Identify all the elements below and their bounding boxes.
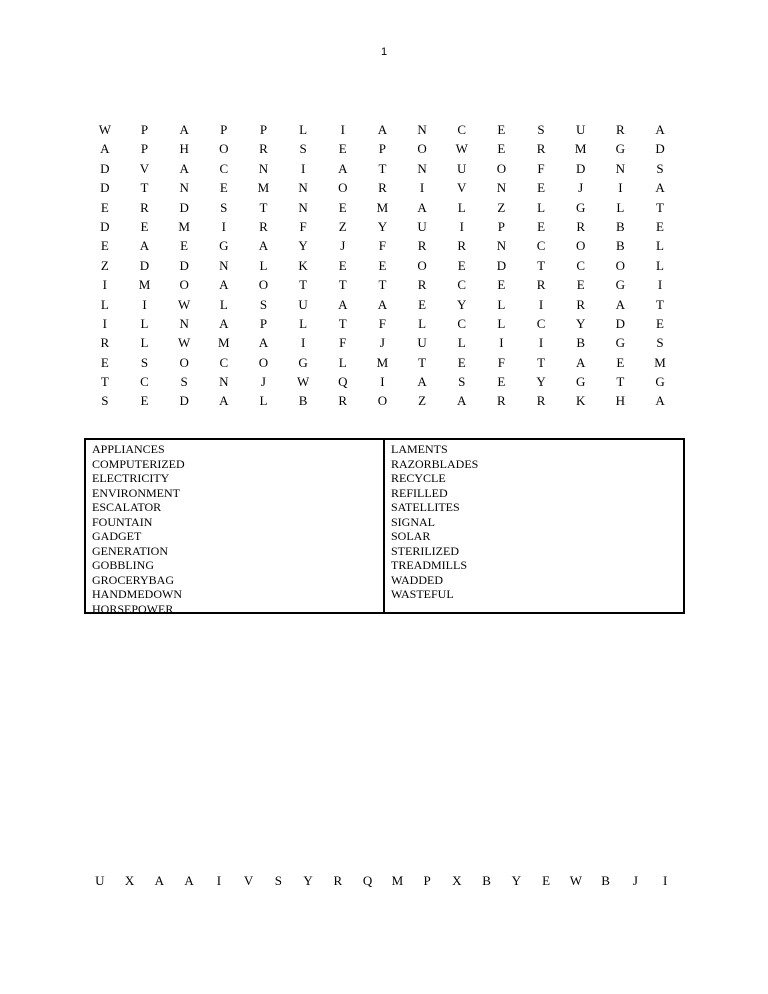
grid-cell: M xyxy=(376,199,389,215)
grid-cell: O xyxy=(615,257,626,273)
grid-cell: A xyxy=(179,160,189,176)
grid-cell: T xyxy=(378,277,387,293)
grid-cell: O xyxy=(417,257,427,273)
grid-cell: N xyxy=(179,315,189,331)
grid-cell: Z xyxy=(497,199,506,215)
grid-row xyxy=(85,120,680,139)
bottom-letter: M xyxy=(391,873,404,888)
grid-cell: E xyxy=(457,354,466,370)
grid-cell: N xyxy=(615,160,626,176)
grid-cell: G xyxy=(655,374,665,390)
word-list-item: RAZORBLADES xyxy=(391,456,479,471)
grid-cell: R xyxy=(576,218,586,234)
bottom-letter: X xyxy=(452,873,462,888)
word-list-item: ESCALATOR xyxy=(92,500,162,514)
grid-cell: D xyxy=(179,393,189,409)
grid-cell: H xyxy=(179,141,189,157)
word-list-item: HORSEPOWER xyxy=(92,601,174,616)
grid-cell: D xyxy=(179,199,189,215)
grid-cell: E xyxy=(576,277,585,293)
grid-cell: R xyxy=(100,335,110,351)
grid-cell: M xyxy=(178,218,190,234)
grid-cell: S xyxy=(101,393,109,409)
grid-cell: P xyxy=(220,122,228,137)
grid-cell: W xyxy=(178,335,191,351)
word-list-item: TREADMILLS xyxy=(391,558,467,572)
grid-cell: P xyxy=(259,315,268,331)
grid-cell: I xyxy=(221,218,226,234)
grid-cell: L xyxy=(497,315,506,331)
grid-cell: C xyxy=(457,277,467,293)
grid-cell: E xyxy=(656,218,664,234)
grid-cell: F xyxy=(378,238,387,254)
grid-cell: E xyxy=(378,257,387,273)
grid-cell: N xyxy=(417,122,427,137)
grid-cell: A xyxy=(417,199,427,215)
grid-cell: I xyxy=(300,160,306,176)
grid-cell: L xyxy=(140,315,149,331)
grid-cell: B xyxy=(576,335,586,351)
grid-cell: O xyxy=(377,393,388,409)
grid-cell: A xyxy=(576,354,586,370)
bottom-letter: I xyxy=(216,873,222,888)
grid-cell: G xyxy=(615,141,626,157)
grid-cell: S xyxy=(656,335,664,351)
grid-row xyxy=(85,256,680,275)
grid-cell: L xyxy=(418,315,427,331)
grid-cell: I xyxy=(657,277,663,293)
grid-cell: U xyxy=(576,122,586,137)
word-list-item: GENERATION xyxy=(92,543,168,558)
grid-cell: A xyxy=(139,238,150,254)
grid-cell: V xyxy=(139,160,150,176)
grid-cell: S xyxy=(656,160,664,176)
word-list-item: COMPUTERIZED xyxy=(92,456,185,471)
grid-cell: I xyxy=(340,122,345,137)
grid-cell: D xyxy=(576,160,586,176)
grid-cell: O xyxy=(496,160,507,176)
grid-row xyxy=(85,353,680,372)
grid-cell: S xyxy=(458,374,466,390)
grid-cell: Y xyxy=(576,315,586,331)
grid-cell: I xyxy=(419,180,425,196)
grid-cell: R xyxy=(259,141,268,157)
grid-cell: O xyxy=(258,354,269,370)
grid-cell: R xyxy=(140,199,149,215)
grid-cell: N xyxy=(298,199,308,215)
grid-cell: E xyxy=(497,277,506,293)
grid-cell: J xyxy=(578,180,584,196)
grid-cell: A xyxy=(219,393,229,409)
grid-cell: A xyxy=(417,374,427,390)
grid-cell: I xyxy=(102,277,107,293)
grid-row xyxy=(85,236,680,255)
grid-cell: N xyxy=(219,374,229,390)
grid-cell: R xyxy=(536,393,546,409)
grid-cell: E xyxy=(537,218,546,234)
grid-cell: M xyxy=(376,354,389,370)
grid-cell: E xyxy=(100,238,109,254)
bottom-letter: W xyxy=(569,873,583,888)
grid-cell: W xyxy=(98,122,111,137)
grid-cell: O xyxy=(258,277,269,293)
grid-cell: P xyxy=(259,122,268,137)
grid-cell: C xyxy=(457,122,467,137)
grid-row xyxy=(85,139,680,158)
grid-cell: J xyxy=(340,238,346,254)
grid-cell: R xyxy=(378,180,387,196)
grid-cell: T xyxy=(656,199,664,215)
grid-row xyxy=(85,333,680,352)
bottom-letter: A xyxy=(184,873,194,888)
grid-cell: L xyxy=(219,296,228,312)
grid-cell: D xyxy=(100,218,110,234)
grid-cell: E xyxy=(537,180,546,196)
grid-cell: E xyxy=(497,374,506,390)
letter-grid xyxy=(85,120,680,411)
grid-cell: L xyxy=(299,315,308,331)
grid-cell: R xyxy=(576,296,586,312)
grid-cell: M xyxy=(257,180,270,196)
grid-cell: A xyxy=(219,315,229,331)
grid-cell: M xyxy=(138,277,151,293)
grid-cell: L xyxy=(537,199,546,215)
grid-cell: K xyxy=(576,393,586,409)
grid-cell: I xyxy=(459,218,464,234)
bottom-letter: Y xyxy=(303,873,313,888)
grid-cell: R xyxy=(536,277,546,293)
grid-cell: L xyxy=(259,393,268,409)
word-list-item: ELECTRICITY xyxy=(92,471,170,485)
grid-cell: G xyxy=(576,199,586,215)
grid-cell: E xyxy=(338,257,347,273)
grid-cell: R xyxy=(338,393,348,409)
grid-cell: D xyxy=(100,160,110,176)
grid-cell: N xyxy=(298,180,308,196)
grid-cell: U xyxy=(457,160,467,176)
grid-cell: G xyxy=(298,354,308,370)
grid-cell: C xyxy=(140,374,149,390)
grid-cell: E xyxy=(140,393,149,409)
grid-cell: E xyxy=(418,296,427,312)
grid-cell: O xyxy=(179,277,189,293)
bottom-letter: A xyxy=(154,873,165,888)
grid-cell: R xyxy=(457,238,467,254)
word-list-item: WASTEFUL xyxy=(391,587,454,601)
grid-cell: Z xyxy=(338,218,347,234)
page-number: 1 xyxy=(380,46,388,58)
bottom-letter: Q xyxy=(362,873,373,888)
grid-cell: I xyxy=(538,296,544,312)
word-list-box xyxy=(84,438,685,614)
grid-cell: T xyxy=(259,199,268,215)
grid-row xyxy=(85,314,680,333)
grid-cell: Z xyxy=(100,257,109,273)
grid-cell: J xyxy=(379,335,385,351)
grid-cell: T xyxy=(656,296,664,312)
grid-cell: D xyxy=(139,257,150,273)
grid-cell: B xyxy=(616,218,625,234)
grid-cell: L xyxy=(656,238,664,254)
grid-cell: E xyxy=(140,218,149,234)
bottom-letter: U xyxy=(95,873,105,888)
grid-cell: S xyxy=(299,141,307,157)
grid-cell: R xyxy=(259,218,268,234)
grid-cell: B xyxy=(298,393,308,409)
grid-cell: C xyxy=(219,354,229,370)
grid-cell: A xyxy=(655,180,665,196)
grid-cell: L xyxy=(656,257,664,273)
bottom-letter: I xyxy=(662,873,668,888)
grid-cell: D xyxy=(100,180,110,196)
grid-cell: E xyxy=(338,141,347,157)
word-list-item: REFILLED xyxy=(391,485,448,500)
grid-cell: Y xyxy=(536,374,546,390)
grid-cell: I xyxy=(380,374,385,390)
grid-cell: T xyxy=(338,315,347,331)
grid-cell: S xyxy=(180,374,188,390)
grid-cell: L xyxy=(100,296,109,312)
grid-cell: A xyxy=(100,141,110,157)
grid-cell: T xyxy=(378,160,387,176)
grid-cell: F xyxy=(378,315,387,331)
grid-cell: M xyxy=(218,335,230,351)
grid-cell: G xyxy=(219,238,229,254)
grid-row xyxy=(85,217,680,236)
grid-cell: E xyxy=(219,180,228,196)
grid-cell: T xyxy=(418,354,427,370)
grid-cell: H xyxy=(615,393,626,409)
grid-row xyxy=(85,372,680,391)
grid-cell: R xyxy=(417,277,427,293)
grid-cell: F xyxy=(339,335,347,351)
bottom-letter: B xyxy=(482,873,491,888)
grid-cell: E xyxy=(656,315,664,331)
grid-cell: T xyxy=(338,277,347,293)
grid-cell: S xyxy=(259,296,268,312)
grid-cell: L xyxy=(457,199,466,215)
word-list-item: SIGNAL xyxy=(391,514,435,529)
grid-cell: D xyxy=(496,257,507,273)
grid-cell: O xyxy=(219,141,229,157)
grid-cell: E xyxy=(616,354,625,370)
grid-cell: L xyxy=(497,296,506,312)
grid-cell: L xyxy=(457,335,466,351)
grid-cell: L xyxy=(259,257,268,273)
grid-cell: B xyxy=(616,238,625,254)
grid-cell: F xyxy=(537,160,545,176)
word-list-item: RECYCLE xyxy=(391,471,446,485)
grid-cell: D xyxy=(179,257,189,273)
bottom-letter: P xyxy=(423,873,431,888)
grid-cell: A xyxy=(377,122,388,137)
grid-cell: U xyxy=(417,335,427,351)
grid-cell: A xyxy=(338,296,348,312)
grid-cell: O xyxy=(179,354,189,370)
grid-cell: T xyxy=(616,374,625,390)
grid-cell: A xyxy=(219,277,229,293)
grid-cell: I xyxy=(499,335,504,351)
grid-cell: V xyxy=(457,180,467,196)
grid-row xyxy=(85,391,680,410)
grid-cell: C xyxy=(536,238,546,254)
grid-cell: Q xyxy=(338,374,348,390)
grid-cell: R xyxy=(497,393,506,409)
grid-cell: A xyxy=(655,122,665,137)
grid-cell: L xyxy=(299,122,308,137)
grid-cell: I xyxy=(300,335,306,351)
grid-row xyxy=(85,275,680,294)
grid-cell: A xyxy=(655,393,665,409)
grid-cell: A xyxy=(258,238,269,254)
grid-cell: P xyxy=(140,141,149,157)
grid-row xyxy=(85,178,680,197)
grid-cell: P xyxy=(497,218,505,234)
grid-cell: N xyxy=(417,160,427,176)
grid-cell: G xyxy=(615,335,626,351)
grid-cell: U xyxy=(417,218,427,234)
grid-cell: E xyxy=(100,354,109,370)
grid-cell: I xyxy=(618,180,623,196)
word-list-item: ENVIRONMENT xyxy=(92,485,180,500)
grid-cell: S xyxy=(537,122,545,137)
bottom-letter: J xyxy=(632,873,638,888)
grid-cell: S xyxy=(220,199,228,215)
grid-cell: E xyxy=(338,199,347,215)
grid-cell: D xyxy=(615,315,626,331)
grid-cell: E xyxy=(497,141,506,157)
grid-cell: A xyxy=(179,122,189,137)
bottom-letter-row xyxy=(85,871,680,890)
word-list-item: SOLAR xyxy=(391,529,431,543)
grid-cell: L xyxy=(616,199,625,215)
grid-cell: O xyxy=(417,141,427,157)
grid-cell: W xyxy=(296,374,310,390)
grid-cell: U xyxy=(298,296,308,312)
grid-cell: N xyxy=(258,160,269,176)
grid-cell: A xyxy=(457,393,467,409)
bottom-letter: E xyxy=(542,873,551,888)
word-list-left xyxy=(86,440,385,616)
grid-cell: I xyxy=(102,315,107,331)
grid-cell: S xyxy=(140,354,149,370)
grid-cell: P xyxy=(378,141,387,157)
grid-cell: N xyxy=(219,257,229,273)
bottom-letter: S xyxy=(274,873,282,888)
grid-cell: N xyxy=(496,238,507,254)
word-list-item: STERILIZED xyxy=(391,543,459,558)
grid-cell: T xyxy=(537,354,546,370)
grid-cell: W xyxy=(455,141,468,157)
grid-cell: F xyxy=(299,218,307,234)
grid-cell: T xyxy=(537,257,546,273)
grid-cell: E xyxy=(100,199,109,215)
bottom-letter: X xyxy=(124,873,135,888)
grid-cell: C xyxy=(219,160,229,176)
bottom-letter: R xyxy=(333,873,343,888)
grid-cell: E xyxy=(497,122,506,137)
word-list-right xyxy=(385,440,683,612)
grid-cell: G xyxy=(576,374,586,390)
grid-cell: M xyxy=(574,141,587,157)
grid-cell: T xyxy=(299,277,308,293)
grid-cell: I xyxy=(142,296,147,312)
grid-cell: P xyxy=(140,122,149,137)
grid-cell: Y xyxy=(298,238,308,254)
bottom-letter: V xyxy=(243,873,254,888)
word-list-item: SATELLITES xyxy=(391,500,460,514)
grid-cell: W xyxy=(178,296,191,312)
grid-cell: C xyxy=(536,315,546,331)
word-list-item: GADGET xyxy=(92,529,142,543)
grid-cell: F xyxy=(497,354,505,370)
grid-cell: D xyxy=(655,141,665,157)
grid-cell: Y xyxy=(377,218,388,234)
grid-cell: N xyxy=(496,180,507,196)
bottom-letter: Y xyxy=(511,873,522,888)
grid-cell: R xyxy=(417,238,427,254)
grid-cell: A xyxy=(377,296,388,312)
grid-cell: T xyxy=(100,374,109,390)
grid-cell: L xyxy=(140,335,149,351)
grid-cell: G xyxy=(615,277,626,293)
grid-row xyxy=(85,198,680,217)
grid-cell: A xyxy=(338,160,348,176)
grid-cell: N xyxy=(179,180,189,196)
bottom-letter: B xyxy=(601,873,610,888)
word-list-item: GROCERYBAG xyxy=(92,572,175,587)
grid-cell: M xyxy=(654,354,666,370)
grid-row xyxy=(85,295,680,314)
grid-cell: R xyxy=(616,122,625,137)
grid-cell: L xyxy=(338,354,347,370)
grid-cell: K xyxy=(298,257,308,273)
grid-cell: R xyxy=(536,141,546,157)
grid-cell: T xyxy=(140,180,149,196)
grid-cell: E xyxy=(457,257,466,273)
grid-row xyxy=(85,159,680,178)
grid-cell: J xyxy=(260,374,266,390)
grid-cell: A xyxy=(615,296,626,312)
grid-cell: O xyxy=(576,238,586,254)
word-list-item: WADDED xyxy=(391,572,443,587)
word-list-item: LAMENTS xyxy=(391,442,448,456)
grid-cell: O xyxy=(338,180,348,196)
grid-cell: Z xyxy=(418,393,427,409)
word-list-item: APPLIANCES xyxy=(92,442,165,456)
grid-cell: C xyxy=(457,315,467,331)
word-list-item: HANDMEDOWN xyxy=(92,587,182,601)
word-list-item: GOBBLING xyxy=(92,558,154,572)
grid-cell: A xyxy=(258,335,269,351)
word-list-item: FOUNTAIN xyxy=(92,514,153,529)
grid-cell: Y xyxy=(457,296,467,312)
grid-cell: C xyxy=(576,257,586,273)
grid-cell: I xyxy=(538,335,544,351)
grid-cell: E xyxy=(180,238,189,254)
